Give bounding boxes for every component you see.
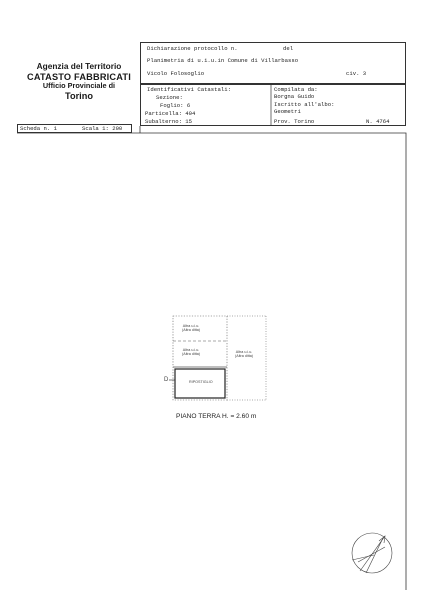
via-label: Vicolo Folosoglio xyxy=(147,70,205,77)
compilata-name: Borgna Guido xyxy=(274,93,315,100)
protocollo-label: Dichiarazione protocollo n. xyxy=(147,45,238,52)
room-label-middle: Altra u.i.u. (Altra ditta) xyxy=(182,348,201,357)
room-label-right: Altra u.i.u. (Altra ditta) xyxy=(235,350,254,359)
albo-label: Geometri xyxy=(274,108,301,115)
del-label: del xyxy=(283,45,294,52)
drawing-frame xyxy=(17,133,406,590)
particella-label: Particella: 404 xyxy=(145,110,196,117)
scala-label: Scala 1: 200 xyxy=(82,125,123,132)
identificativi-title: Identificativi Catastali: xyxy=(147,86,231,93)
ufficio-label: Ufficio Provinciale di xyxy=(42,81,116,91)
catasto-title: CATASTO FABBRICATI xyxy=(27,71,131,82)
planimetria-label: Planimetria di u.i.u.in Comune di Villarbasso xyxy=(147,57,299,64)
entrance-marker: D xyxy=(164,377,169,383)
agency-name: Agenzia del Territorio xyxy=(36,61,122,71)
province-name: Torino xyxy=(65,90,93,101)
sezione-label: Sezione: xyxy=(156,94,183,101)
room-label-top: Altra u.i.u. (Altra ditta) xyxy=(182,324,201,333)
scheda-label: Scheda n. 1 xyxy=(20,125,57,132)
civ-label: civ. 3 xyxy=(346,70,367,77)
floor-height-label: PIANO TERRA H. = 2.60 m xyxy=(176,413,257,420)
prov-label: Prov. Torino xyxy=(274,118,315,125)
north-arrow-icon xyxy=(352,533,392,573)
compilata-title: Compilata da: xyxy=(274,86,318,93)
subalterno-label: Subalterno: 15 xyxy=(145,118,192,125)
albo-number: N. 4764 xyxy=(366,118,390,125)
foglio-label: Foglio: 6 xyxy=(160,102,191,109)
iscritto-label: Iscritto all'albo: xyxy=(274,101,335,108)
garage-label: RIPOSTIGLIO xyxy=(189,380,213,384)
